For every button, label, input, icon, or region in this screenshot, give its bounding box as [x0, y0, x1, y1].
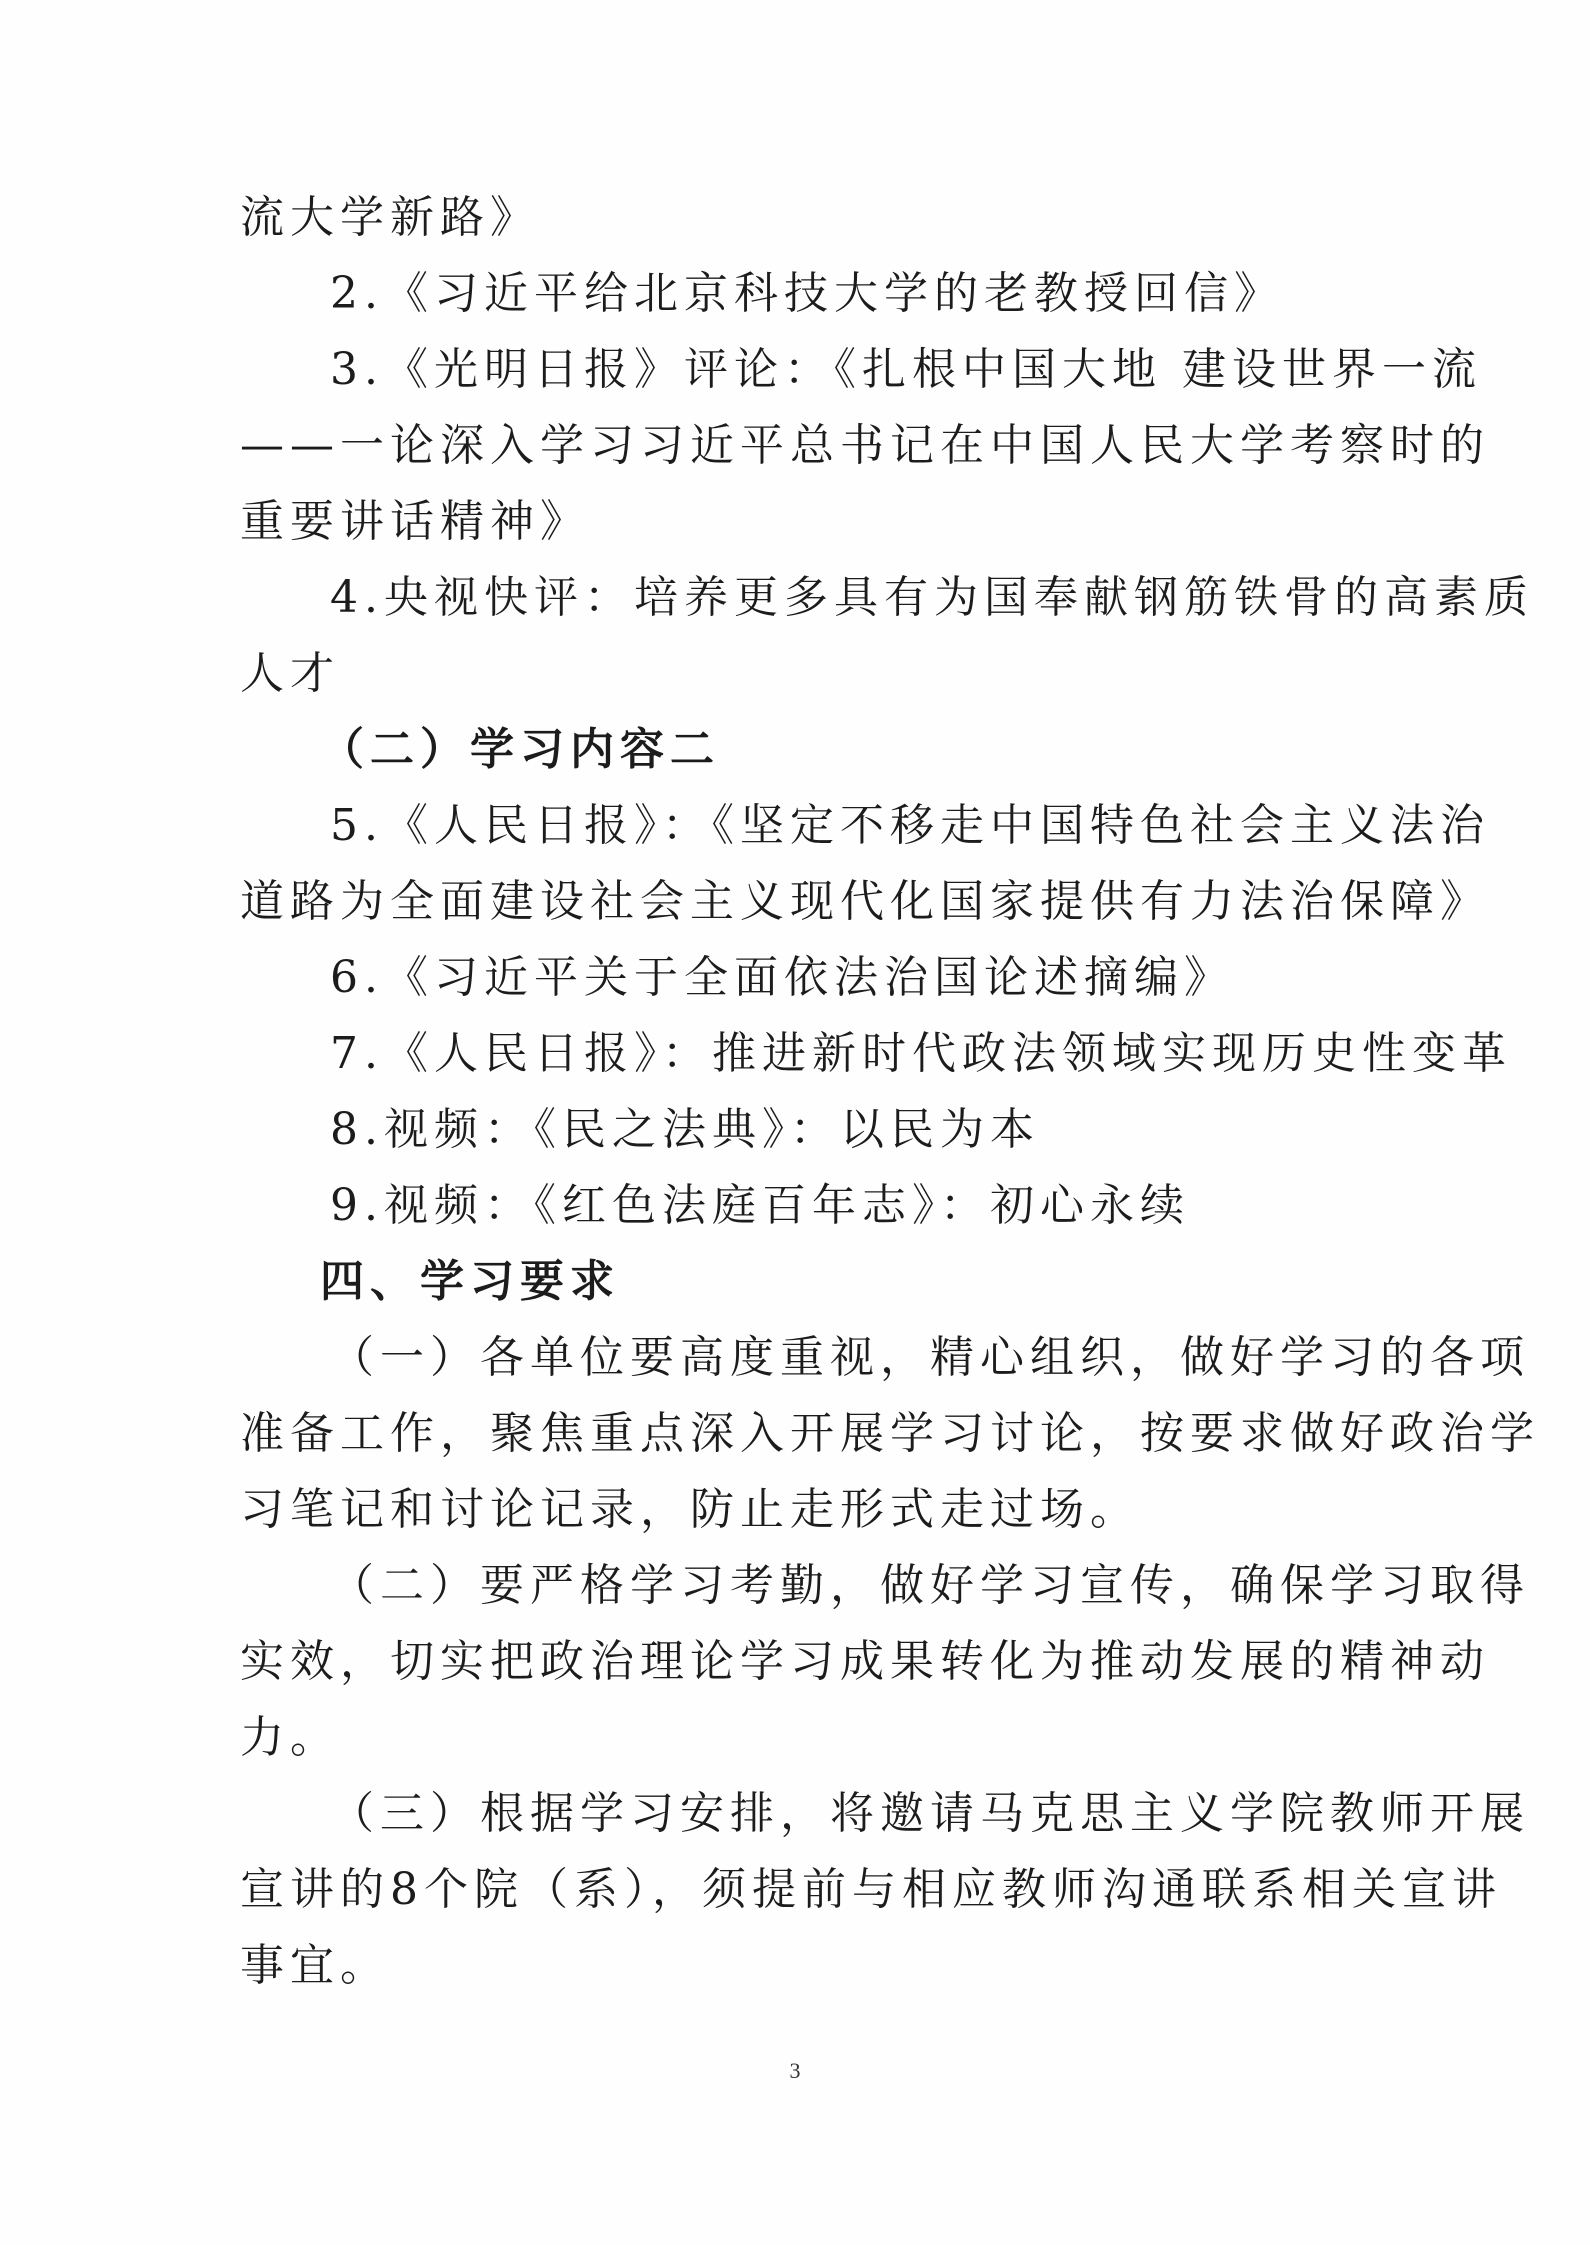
text-line: （二）要严格学习考勤，做好学习宣传，确保学习取得 [330, 1560, 1530, 1611]
text-line: 习笔记和讨论记录，防止走形式走过场。 [240, 1484, 1140, 1535]
text-line: （一）各单位要高度重视，精心组织，做好学习的各项 [330, 1332, 1530, 1383]
text-line: 5.《人民日报》：《坚定不移走中国特色社会主义法治 [330, 800, 1490, 851]
text-line: 力。 [240, 1712, 340, 1763]
text-line: 流大学新路》 [240, 192, 540, 243]
text-line: 4.央视快评：培养更多具有为国奉献钢筋铁骨的高素质 [330, 572, 1534, 623]
text-line: 道路为全面建设社会主义现代化国家提供有力法治保障》 [240, 876, 1490, 927]
section-heading: 四、学习要求 [320, 1256, 620, 1307]
text-line: （三）根据学习安排，将邀请马克思主义学院教师开展 [330, 1788, 1530, 1839]
text-line: 重要讲话精神》 [240, 496, 590, 547]
document-body [240, 180, 1540, 2004]
section-heading: （二）学习内容二 [320, 724, 720, 775]
text-line: 3.《光明日报》评论：《扎根中国大地 建设世界一流 [330, 344, 1482, 395]
text-line: 实效，切实把政治理论学习成果转化为推动发展的精神动 [240, 1636, 1490, 1687]
text-line: 2.《习近平给北京科技大学的老教授回信》 [330, 268, 1284, 319]
page-number: 3 [789, 2058, 801, 2083]
text-line: 8.视频：《民之法典》：以民为本 [330, 1104, 1040, 1155]
text-line: 6.《习近平关于全面依法治国论述摘编》 [330, 952, 1234, 1003]
text-line: 人才 [240, 648, 340, 699]
text-line: 7.《人民日报》：推进新时代政法领域实现历史性变革 [330, 1028, 1512, 1079]
text-line: 准备工作，聚焦重点深入开展学习讨论，按要求做好政治学 [240, 1408, 1540, 1459]
text-line: ——一论深入学习习近平总书记在中国人民大学考察时的 [240, 420, 1490, 471]
text-line: 9.视频：《红色法庭百年志》：初心永续 [330, 1180, 1190, 1231]
text-line: 宣讲的8个院（系），须提前与相应教师沟通联系相关宣讲 [240, 1864, 1502, 1915]
text-line: 事宜。 [240, 1940, 390, 1991]
